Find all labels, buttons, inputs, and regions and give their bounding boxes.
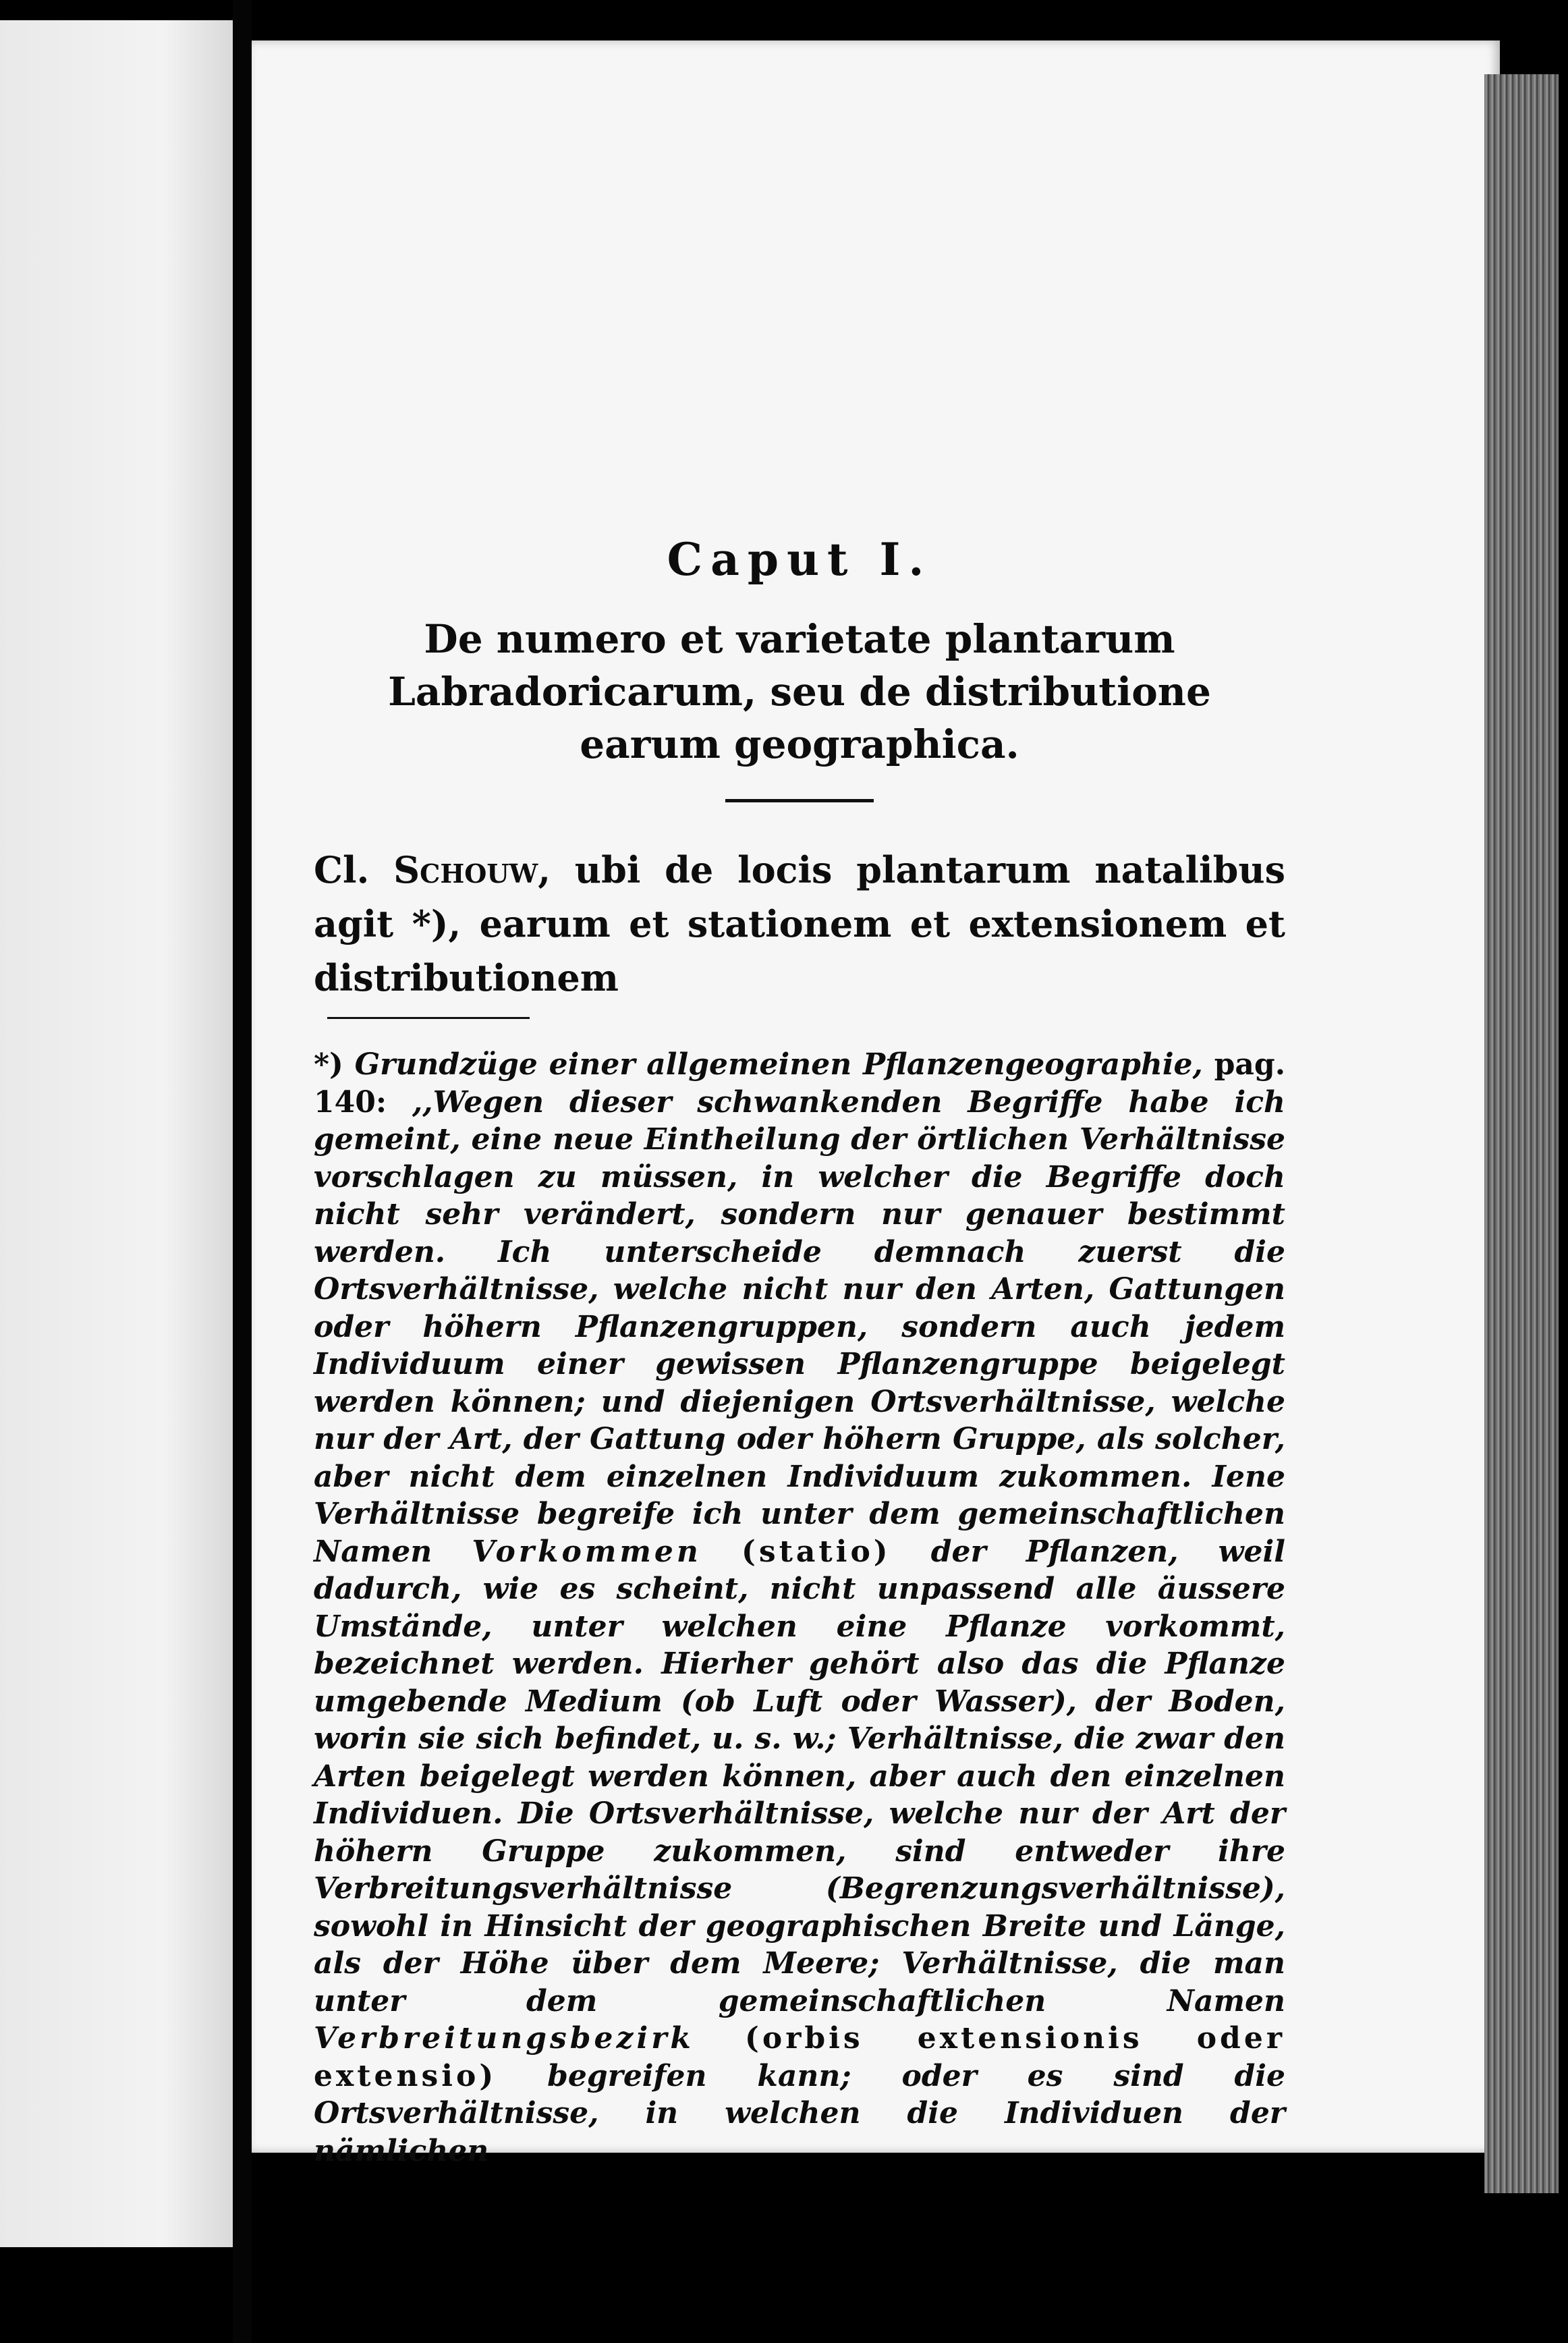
footnote-title: Grundzüge einer allgemeinen Pflanzengeographie, [354, 1047, 1203, 1082]
body-line2: earum et stationem et extensionem et distributionem [314, 902, 1285, 999]
footnote-term-extensio: (orbis extensionis oder extensio) [314, 2021, 1285, 2093]
footnote-marker: *) [314, 1047, 343, 1082]
facing-page-edge [0, 20, 233, 2247]
page-edges [1484, 74, 1559, 2193]
footnote-term-vorkommen: Vorkommen [472, 1534, 702, 1569]
footnote-text: ,,Wegen dieser schwankenden Begriffe habe ich gemeint, eine neue Eintheilung der örtlichen Verhältnisse vorschlagen zu müssen, in welcher die Begriffe doch nicht sehr verändert, sondern nur genauer bestimmt werden. Ich unterscheide demnach zuerst die Ortsverhältnisse, welche nicht nur den Arten, Gattungen oder höhern Pflanzengruppen, sondern auch jedem Individuum einer gewissen Pflanzengruppe beigelegt werden können; und diejenigen Ortsverhältnisse, welche nur der Art, der Gattung oder höhern Gruppe, als solcher, aber nicht dem einzelnen Individuum zukommen. Iene Verhältnisse begreife ich unter dem gemeinschaftlichen Namen [314, 1084, 1285, 1569]
footnote-term-statio: (statio) [741, 1534, 891, 1569]
footnote [314, 1046, 1285, 2170]
footnote-term-verbreitungsbezirk: Verbreitungsbezirk [314, 2021, 694, 2056]
page-content [314, 533, 1285, 2170]
footnote-text-2: der Pflanzen, weil dadurch, wie es scheint, nicht unpassend alle äussere Umstände, unter welchen eine Pflanze vorkommt, bezeichnet werden. Hierher gehört also das die Pflanze umgebende Medium (ob Luft oder Wasser), der Boden, worin sie sich befindet, u. s. w.; Verhältnisse, die zwar den Arten beigelegt werden können, aber auch den einzelnen Individuen. Die Ortsverhältnisse, welche nur der Art der höhern Gruppe zukommen, sind entweder ihre Verbreitungsverhältnisse (Begrenzungsverhältnisse), sowohl in Hinsicht der geographischen Breite und Länge, als der Höhe über dem Meere; Verhältnisse, die man unter dem gemeinschaftlichen Namen [314, 1534, 1285, 2018]
chapter-title: Caput I. [667, 533, 932, 586]
footnote-text-3: begreifen kann; oder es sind die Ortsverhältnisse, in welchen die Individuen der nämlichen [314, 2058, 1285, 2168]
page-gutter [233, 0, 252, 2343]
footnote-divider [327, 1017, 530, 1019]
body-line1: , ubi de locis plantarum natalibus agit *), [314, 848, 1285, 945]
body-paragraph [314, 843, 1285, 1005]
footnote-ref: pag. 140: [314, 1047, 1286, 1120]
title-divider [725, 799, 874, 802]
body-prefix: Cl. [314, 848, 370, 891]
chapter-subtitle: De numero et varietate plantarum Labradoricarum, seu de distributione earum geographica. [388, 616, 1211, 767]
author-name: Schouw [393, 848, 538, 891]
